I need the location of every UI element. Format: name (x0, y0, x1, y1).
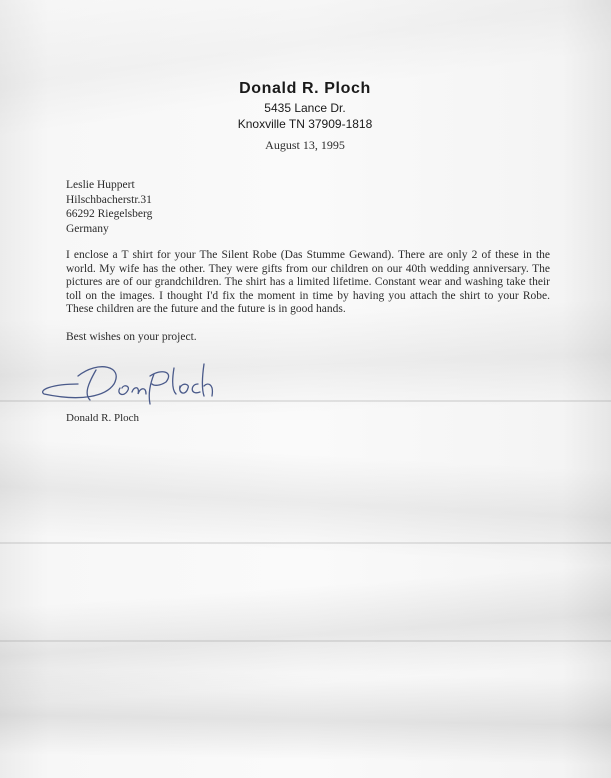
letterhead (180, 80, 430, 132)
recipient-street: Hilschbacherstr.31 (66, 193, 152, 206)
letter-closing: Best wishes on your project. (66, 331, 197, 343)
paper-crease (0, 542, 611, 544)
recipient-city: 66292 Riegelsberg (66, 208, 153, 220)
recipient-name: Leslie Huppert (66, 179, 135, 191)
paper-crease (0, 640, 611, 642)
sender-city: Knoxville TN 37909-1818 (237, 117, 373, 131)
recipient-country: Germany (66, 222, 109, 235)
sender-street: 5435 Lance Dr. (264, 101, 346, 115)
signer-name: Donald R. Ploch (66, 412, 140, 424)
letter-date: August 13, 1995 (265, 138, 345, 152)
handwritten-signature (38, 354, 228, 410)
recipient-address (66, 178, 152, 236)
sender-name: Donald R. Ploch (239, 80, 371, 97)
letter-body: I enclose a T shirt for your The Silent Robe (Das Stumme Gewand). There are only 2 of these in the world. My wife has the other. They were gifts from our children on our 40th wedding anniversary. The pictures are of our grandchildren. The shirt has a limited lifetime. Constant wear and washing take their toll on the images. I thought I'd fix the moment in time by having you attach the shirt to your Robe. These children are the future and the future is in good hands. (66, 249, 550, 315)
